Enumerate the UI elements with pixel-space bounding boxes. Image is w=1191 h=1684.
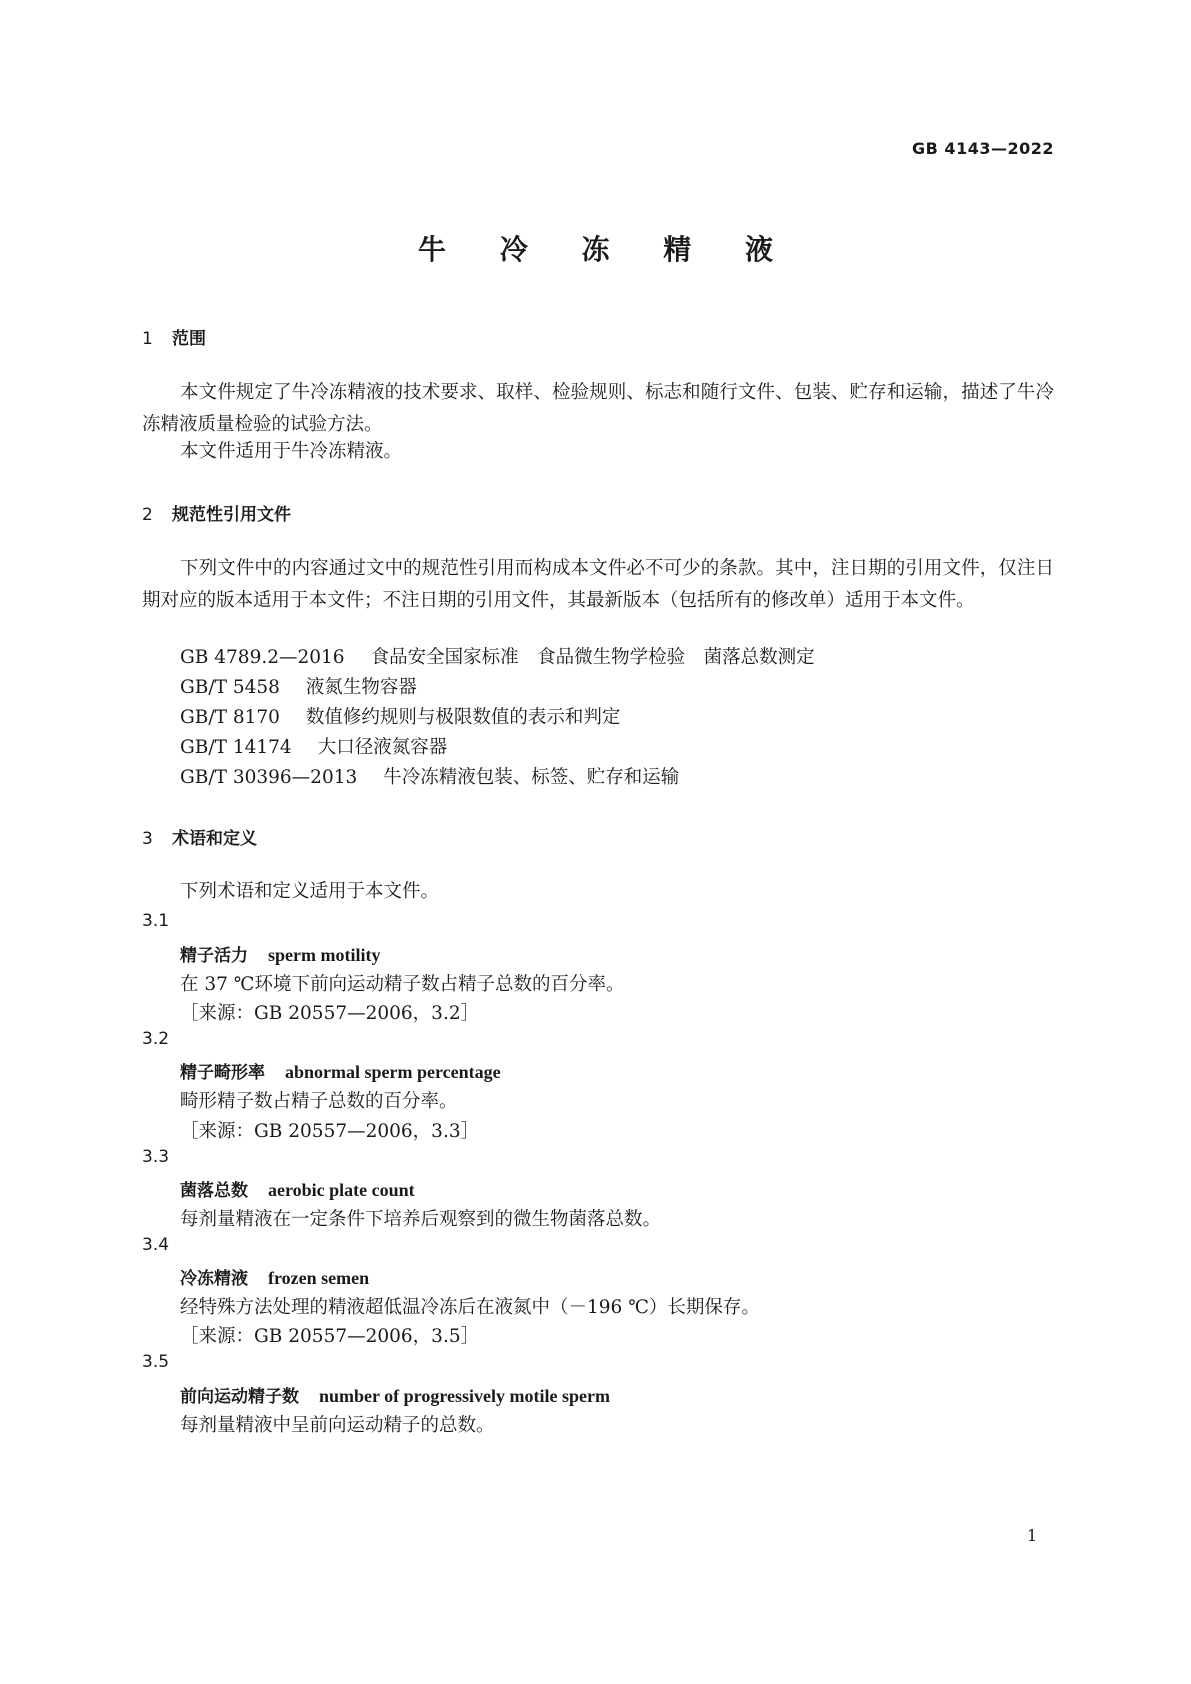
term-zh: 精子活力 — [180, 946, 248, 966]
reference-code: GB/T 30396—2013 — [180, 767, 358, 788]
reference-title: 数值修约规则与极限数值的表示和判定 — [305, 707, 621, 728]
term-source: ［来源：GB 20557—2006，3.2］ — [180, 1003, 480, 1024]
terms-intro: 下列术语和定义适用于本文件。 — [180, 881, 440, 902]
reference-item — [180, 703, 620, 733]
term-en: number of progressively motile sperm — [319, 1386, 610, 1406]
section-3-heading — [142, 824, 257, 849]
term-number: 3.1 — [142, 911, 170, 931]
term-heading — [180, 941, 380, 966]
reference-item — [180, 673, 417, 703]
term-definition: 在 37 ℃环境下前向运动精子数占精子总数的百分率。 — [180, 974, 625, 995]
term-heading — [180, 1264, 369, 1289]
reference-title: 食品安全国家标准 食品微生物学检验 菌落总数测定 — [370, 647, 815, 668]
term-definition: 每剂量精液在一定条件下培养后观察到的微生物菌落总数。 — [180, 1209, 662, 1230]
term-heading — [180, 1058, 501, 1083]
term-source: ［来源：GB 20557—2006，3.3］ — [180, 1121, 480, 1142]
term-number: 3.3 — [142, 1147, 170, 1167]
page-number: 1 — [1027, 1526, 1038, 1545]
scope-paragraph-1: 本文件规定了牛冷冻精液的技术要求、取样、检验规则、标志和随行文件、包装、贮存和运输，描述了牛冷冻精液质量检验的试验方法。 — [142, 382, 1054, 435]
reference-item — [180, 643, 815, 673]
document-title: 牛 冷 冻 精 液 — [418, 233, 795, 266]
term-zh: 菌落总数 — [180, 1181, 248, 1201]
term-en: frozen semen — [268, 1268, 370, 1288]
term-definition: 经特殊方法处理的精液超低温冷冻后在液氮中（－196 ℃）长期保存。 — [180, 1297, 760, 1318]
section-title: 范围 — [172, 329, 206, 349]
term-zh: 精子畸形率 — [180, 1063, 265, 1083]
section-2-heading — [142, 500, 291, 525]
term-zh: 冷冻精液 — [180, 1269, 248, 1289]
reference-code: GB/T 14174 — [180, 737, 292, 758]
reference-title: 大口径液氮容器 — [317, 737, 448, 758]
term-source: ［来源：GB 20557—2006，3.5］ — [180, 1326, 480, 1347]
normative-intro: 下列文件中的内容通过文中的规范性引用而构成本文件必不可少的条款。其中，注日期的引用文件，仅注日期对应的版本适用于本文件；不注日期的引用文件，其最新版本（包括所有的修改单）适用于本文件。 — [142, 558, 1054, 611]
section-number: 3 — [142, 829, 153, 849]
term-en: aerobic plate count — [268, 1180, 415, 1200]
term-en: abnormal sperm percentage — [285, 1062, 501, 1082]
reference-code: GB 4789.2—2016 — [180, 647, 345, 668]
term-en: sperm motility — [268, 945, 381, 965]
term-definition: 畸形精子数占精子总数的百分率。 — [180, 1091, 458, 1112]
scope-paragraph-2: 本文件适用于牛冷冻精液。 — [180, 441, 403, 462]
section-title: 术语和定义 — [172, 829, 257, 849]
term-zh: 前向运动精子数 — [180, 1387, 299, 1407]
reference-title: 牛冷冻精液包装、标签、贮存和运输 — [383, 767, 680, 788]
term-number: 3.4 — [142, 1235, 170, 1255]
reference-item — [180, 763, 679, 793]
term-number: 3.2 — [142, 1029, 170, 1049]
term-definition: 每剂量精液中呈前向运动精子的总数。 — [180, 1415, 495, 1436]
reference-code: GB/T 5458 — [180, 677, 280, 698]
section-title: 规范性引用文件 — [172, 505, 291, 525]
section-1-heading — [142, 324, 206, 349]
term-heading — [180, 1382, 610, 1407]
standard-code: GB 4143—2022 — [912, 139, 1054, 158]
reference-item — [180, 733, 447, 763]
term-number: 3.5 — [142, 1352, 170, 1372]
section-number: 2 — [142, 505, 153, 525]
reference-title: 液氮生物容器 — [305, 677, 417, 698]
term-heading — [180, 1176, 415, 1201]
section-number: 1 — [142, 329, 153, 349]
reference-code: GB/T 8170 — [180, 707, 280, 728]
